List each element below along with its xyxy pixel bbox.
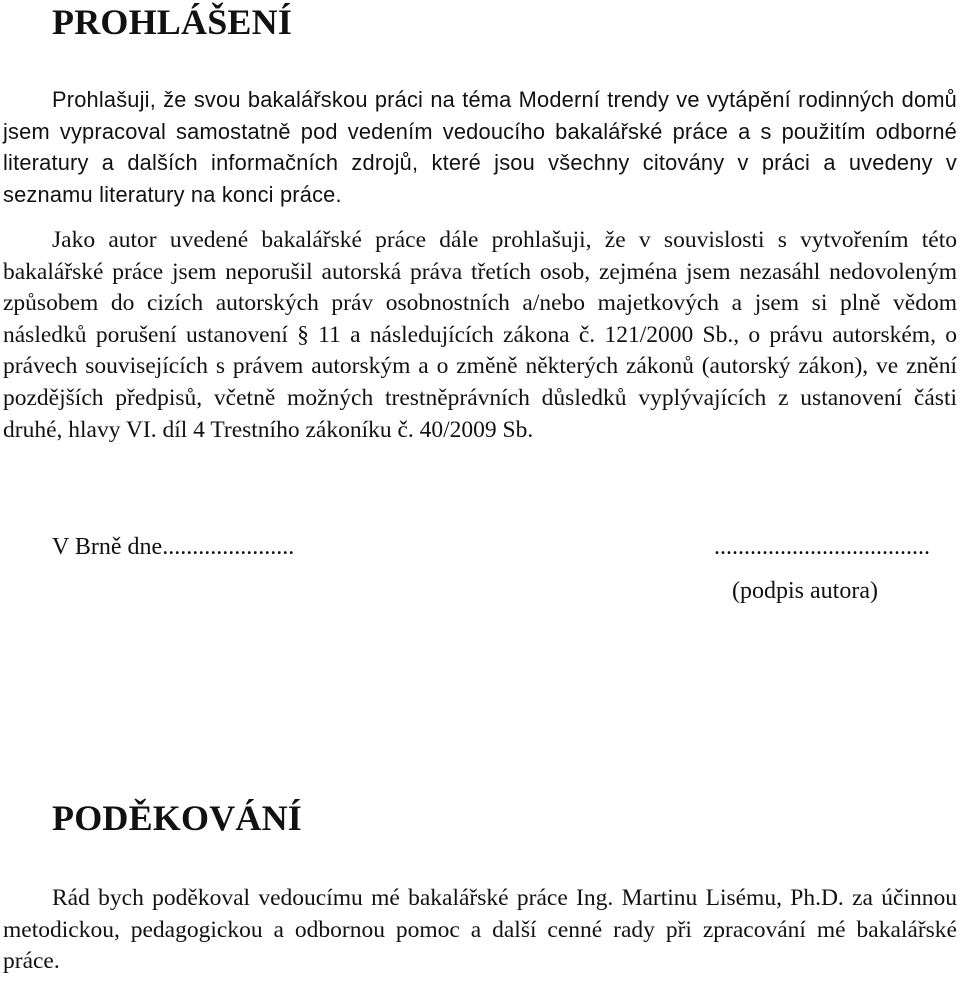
declaration-paragraph-1: Prohlašuji, že svou bakalářskou práci na téma Moderní trendy ve vytápění rodinných domů jsem vypracoval samostatně pod vedením vedoucího bakalářské práce a s použitím odborné literatury a dalších informačních zdrojů, které jsou všechny citovány v práci a uvedeny v seznamu literatury na konci práce. [3,87,957,207]
acknowledgement-paragraph: Rád bych poděkoval vedoucímu mé bakalářské práce Ing. Martinu Lisému, Ph.D. za účinnou metodickou, pedagogickou a odbornou pomoc a další cenné rady při zpracování mé bakalářské práce. [3,885,957,975]
place-and-date-line: V Brně dne...................... [52,534,295,560]
signature-caption: (podpis autora) [732,578,878,604]
signature-block [680,532,930,607]
signature-dots-line: .................................... [714,534,930,560]
declaration-paragraph-2: Jako autor uvedené bakalářské práce dále prohlašuji, že v souvislosti s vytvořením této bakalářské práce jsem neporušil autorská práva třetích osob, zejména jsem nezasáhl nedovoleným způsobem do cizích autorských práv osobnostních a/nebo majetkových a jsem si plně vědom následků porušení ustanovení § 11 a následujících zákona č. 121/2000 Sb., o právu autorském, o právech souvisejících s právem autorským a o změně některých zákonů (autorský zákon), ve znění pozdějších předpisů, včetně možných trestněprávních důsledků vyplývajících z ustanovení části druhé, hlavy VI. díl 4 Trestního zákoníku č. 40/2009 Sb. [3,227,957,443]
declaration-heading: PROHLÁŠENÍ [52,2,293,42]
acknowledgement-heading: PODĚKOVÁNÍ [52,798,303,838]
